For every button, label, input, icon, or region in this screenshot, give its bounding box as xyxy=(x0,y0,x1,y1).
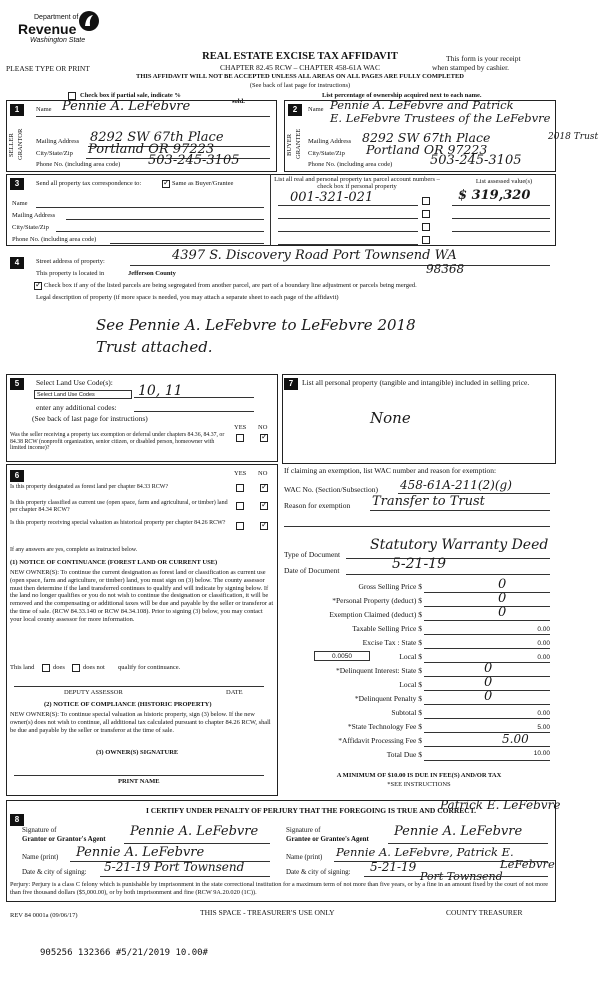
s6-q1-yes[interactable] xyxy=(236,484,244,492)
street-zip[interactable]: 98368 xyxy=(426,262,465,276)
tax-row-label: Local $ xyxy=(399,652,422,661)
s6-q2: Is this property classified as current use (open space, farm and agricultural, or timber) land per chapter 84.34 RCW? xyxy=(10,500,228,513)
s2-mailing[interactable]: 8292 SW 67th Place xyxy=(362,130,491,145)
parcel-pp-checkbox-2[interactable] xyxy=(422,210,430,218)
doc-date-line xyxy=(346,574,550,575)
s1-city-label: City/State/Zip xyxy=(36,150,73,157)
deputy-assessor: DEPUTY ASSESSOR xyxy=(64,689,123,696)
s6-q3-yes[interactable] xyxy=(236,522,244,530)
grantee-signature[interactable]: Pennie A. LeFebvre xyxy=(394,824,523,839)
notice2-title: (2) NOTICE OF COMPLIANCE (HISTORIC PROPERTY) xyxy=(44,701,212,708)
s6-q1: Is this property designated as forest land per chapter 84.33 RCW? xyxy=(10,484,169,490)
notice1-body: NEW OWNER(S): To continue the current designation as forest land or classification as current use (open space, farm and agriculture, or timber) land, you must sign on (3) below. The county assessor must then determine if the land transferred continues to qualify and will indicate by signing below. If the land no longer qualifies or you do not wish to continue the designation or classification, it will be removed and the compensating or additional taxes will be due and payable by the seller or transferor at the time of sale. (RCW 84.33.140 or RCW 84.34.108). Prior to signing (3) below, you may contact your local county assessor for more information. xyxy=(10,569,274,623)
tax-row-line xyxy=(424,704,550,705)
s3-name-label: Name xyxy=(12,200,28,207)
segregated-checkbox[interactable] xyxy=(34,282,42,290)
reason-line xyxy=(370,510,550,511)
deputy-line xyxy=(14,686,264,687)
grantor-signature[interactable]: Pennie A. LeFebvre xyxy=(130,824,259,839)
tax-row-value: 0.00 xyxy=(537,640,550,647)
s2-trust-note[interactable]: 2018 Trust xyxy=(548,132,599,142)
section-1-number: 1 xyxy=(10,104,24,116)
grantee-label: GRANTEE xyxy=(295,128,302,160)
county-treasurer: COUNTY TREASURER xyxy=(446,908,523,917)
reason-line-2 xyxy=(284,526,550,527)
s6-q2-no[interactable] xyxy=(260,502,268,510)
s5-no: NO xyxy=(258,424,268,431)
s2-name-label: Name xyxy=(308,106,324,113)
tax-row-value: 0.00 xyxy=(537,654,550,661)
s3-line xyxy=(110,243,264,244)
s2-name-line1[interactable]: Pennie A. LeFebvre and Patrick xyxy=(330,98,514,112)
doc-type-value[interactable]: Statutory Warranty Deed xyxy=(370,537,549,553)
grantee-name-line1[interactable]: Pennie A. LeFebvre, Patrick E. xyxy=(336,845,514,859)
land-use-select[interactable]: Select Land Use Codes xyxy=(34,390,132,399)
minimum-due: A MINIMUM OF $10.00 IS DUE IN FEE(S) AND/OR TAX xyxy=(336,772,502,779)
located-label: This property is located in xyxy=(36,270,105,277)
wac-label: WAC No. (Section/Subsection) xyxy=(284,485,378,494)
tax-row-value[interactable]: 0 xyxy=(484,661,493,676)
grantee-sig-line xyxy=(388,843,548,844)
tax-row-value: 10.00 xyxy=(533,750,550,757)
chapter: CHAPTER 82.45 RCW – CHAPTER 458-61A WAC xyxy=(220,63,380,72)
tax-row-line xyxy=(424,620,550,621)
s6-q3: Is this property receiving special valuation as historical property per chapter 84.26 RCW? xyxy=(10,520,226,526)
parcel-pp-checkbox-1[interactable] xyxy=(422,197,430,205)
tax-row-value[interactable]: 0 xyxy=(484,689,493,704)
tax-row-value[interactable]: 0 xyxy=(498,577,507,592)
land-use-label: Select Land Use Code(s): xyxy=(36,378,113,387)
assessed-value[interactable]: $ 319,320 xyxy=(458,188,531,203)
reason-label: Reason for exemption xyxy=(284,501,351,510)
tax-row-value: 0.00 xyxy=(537,710,550,717)
page-title: REAL ESTATE EXCISE TAX AFFIDAVIT xyxy=(202,51,398,62)
s3-send-label: Send all property tax correspondence to: xyxy=(36,180,142,187)
section-8-number: 8 xyxy=(10,814,24,826)
tax-row-value: 0.00 xyxy=(537,626,550,633)
grantee-signature-top[interactable]: Patrick E. LeFebvre xyxy=(440,798,561,812)
grantee-name-line2[interactable]: LeFebvre xyxy=(500,857,555,871)
personal-property-label: List all personal property (tangible and intangible) included in selling price. xyxy=(302,378,530,387)
tax-row-line xyxy=(424,718,550,719)
s3-phone-label: Phone No. (including area code) xyxy=(12,236,97,243)
warning: THIS AFFIDAVIT WILL NOT BE ACCEPTED UNLESS ALL AREAS ON ALL PAGES ARE FULLY COMPLETED xyxy=(136,73,464,80)
parcel-line xyxy=(278,218,418,219)
legal-line1[interactable]: See Pennie A. LeFebvre to LeFebvre 2018 xyxy=(96,316,416,334)
assessed-header: List assessed value(s) xyxy=(475,178,533,185)
s5-no-checkbox[interactable] xyxy=(260,434,268,442)
county: Jefferson County xyxy=(128,270,176,277)
does-not-label: does not xyxy=(83,664,105,671)
tax-row-label: *State Technology Fee $ xyxy=(347,722,422,731)
rev-number: REV 84 0001a (09/06/17) xyxy=(10,912,78,919)
notice2-body: NEW OWNER(S): To continue special valuation as historic property, sign (3) below. If the new owner(s) does not wish to continue, all additional tax calculated pursuant to chapter 84.26 RCW, shall be due and payable by the seller or transferor at the time of sale. xyxy=(10,711,271,734)
receipt-1: This form is your receipt xyxy=(446,54,521,63)
section-6-box xyxy=(6,464,278,796)
s3-line xyxy=(66,219,264,220)
grantee-city[interactable]: Port Townsend xyxy=(420,870,503,883)
grantee-date-line xyxy=(364,876,548,877)
section-6-number: 6 xyxy=(10,470,24,482)
additional-line xyxy=(134,411,254,412)
grantee-sig-label2: Grantee or Grantee's Agent xyxy=(286,835,369,843)
ownership-pct: List percentage of ownership acquired next to each name. xyxy=(322,92,482,99)
personal-property-value[interactable]: None xyxy=(370,409,411,427)
owner-signature: (3) OWNER(S) SIGNATURE xyxy=(96,749,179,756)
buyer-label: BUYER xyxy=(286,133,293,157)
exemption-label: If claiming an exemption, list WAC number and reason for exemption: xyxy=(284,466,497,475)
tax-row-label: Gross Selling Price $ xyxy=(358,582,422,591)
grantor-date[interactable]: 5-21-19 Port Townsend xyxy=(104,860,245,874)
deputy-date: DATE xyxy=(226,689,243,696)
s2-mailing-label: Mailing Address xyxy=(308,138,352,145)
grantor-sig-line xyxy=(124,843,270,844)
s2-city-label: City/State/Zip xyxy=(308,150,345,157)
revenue-logo-icon xyxy=(78,10,100,32)
grantee-sig-label1: Signature of xyxy=(286,826,321,834)
section-4-number: 4 xyxy=(10,257,24,269)
tax-row-value[interactable]: 0 xyxy=(484,675,493,690)
parcel-line xyxy=(278,205,418,206)
grantee-name-label: Name (print) xyxy=(286,853,323,861)
assessed-line xyxy=(452,231,550,232)
doc-type-label: Type of Document xyxy=(284,550,341,559)
legal-line2[interactable]: Trust attached. xyxy=(96,338,213,356)
parcel-pp-checkbox-3[interactable] xyxy=(422,223,430,231)
street-line xyxy=(130,265,550,266)
tax-row-label: Subtotal $ xyxy=(391,708,422,717)
tax-row-line xyxy=(424,592,550,593)
s3-line xyxy=(36,207,264,208)
s1-phone[interactable]: 503-245-3105 xyxy=(148,153,240,168)
print-name-line xyxy=(14,775,264,776)
assessed-line xyxy=(452,218,550,219)
s3-divider xyxy=(270,174,271,246)
land-use-value[interactable]: 10, 11 xyxy=(138,383,183,399)
seller-label: SELLER xyxy=(8,133,15,157)
section-3-number: 3 xyxy=(10,178,24,190)
dept-revenue: Revenue xyxy=(18,21,77,37)
tax-row-line xyxy=(424,648,550,649)
tax-row-line xyxy=(424,760,550,761)
s5-yes-checkbox[interactable] xyxy=(236,434,244,442)
s6-q3-no[interactable] xyxy=(260,522,268,530)
tax-row-value[interactable]: 5.00 xyxy=(502,732,529,746)
s1-name[interactable]: Pennie A. LeFebvre xyxy=(62,99,191,114)
section-7-box xyxy=(282,374,556,464)
assessed-line xyxy=(452,205,550,206)
tax-row-label: Local $ xyxy=(399,680,422,689)
see-back: (See back of last page for instructions) xyxy=(249,82,351,89)
s6-q2-yes[interactable] xyxy=(236,502,244,510)
doc-date-label: Date of Document xyxy=(284,566,340,575)
does-checkbox[interactable] xyxy=(42,664,50,672)
print-name: PRINT NAME xyxy=(118,778,160,785)
section-2-number: 2 xyxy=(288,104,302,116)
parcel-pp-checkbox-4[interactable] xyxy=(422,236,430,244)
dept-line1: Department of xyxy=(34,14,79,21)
certify: I CERTIFY UNDER PENALTY OF PERJURY THAT THE FOREGOING IS TRUE AND CORRECT. xyxy=(146,806,477,815)
notice1-title: (1) NOTICE OF CONTINUANCE (FOREST LAND OR CURRENT USE) xyxy=(10,559,218,566)
perjury: Perjury: Perjury is a class C felony which is punishable by imprisonment in the state correctional institution for a maximum term of not more than five years, or by a fine in an amount fixed by the court of not more than five thousand dollars ($5,000.00), or by both imprisonment and fine (RCW 9A.20.020 (1C)). xyxy=(10,881,549,896)
s1-mailing-label: Mailing Address xyxy=(36,138,80,145)
grantor-name[interactable]: Pennie A. LeFebvre xyxy=(76,845,205,860)
please-type: PLEASE TYPE OR PRINT xyxy=(6,64,90,73)
grantor-sig-label2: Grantor or Grantor's Agent xyxy=(22,835,106,843)
street-address[interactable]: 4397 S. Discovery Road Port Townsend WA xyxy=(172,248,457,263)
s1-mailing[interactable]: 8292 SW 67th Place xyxy=(90,130,224,145)
grantee-name-line xyxy=(334,861,548,862)
s1-name-label: Name xyxy=(36,106,52,113)
tax-row-label: Taxable Selling Price $ xyxy=(352,624,422,633)
grantor-label: GRANTOR xyxy=(17,128,24,160)
local-rate: 0.0050 xyxy=(314,651,370,661)
s1-city[interactable]: Portland OR 97223 xyxy=(88,142,215,157)
doc-date-value[interactable]: 5-21-19 xyxy=(392,556,446,572)
tax-row-label: *Affidavit Processing Fee $ xyxy=(338,736,422,745)
qualify-label: qualify for continuance. xyxy=(118,664,181,671)
same-as-buyer-checkbox[interactable] xyxy=(162,180,170,188)
tax-row-label: *Delinquent Interest: State $ xyxy=(335,666,422,675)
s6-yes: YES xyxy=(234,470,247,477)
tax-row-label: Excise Tax : State $ xyxy=(362,638,422,647)
section-7-number: 7 xyxy=(284,378,298,390)
wac-value[interactable]: 458-61A-211(2)(g) xyxy=(400,478,512,492)
receipt-2: when stamped by cashier. xyxy=(432,63,510,72)
tax-row-label: *Delinquent Penalty $ xyxy=(354,694,422,703)
s6-q1-no[interactable] xyxy=(260,484,268,492)
doc-type-line xyxy=(346,558,550,559)
s1-line xyxy=(36,116,270,117)
tax-row-value[interactable]: 0 xyxy=(498,591,507,606)
partial-sale-label: Check box if partial sale, indicate % xyxy=(80,92,181,99)
s3-line xyxy=(56,231,264,232)
s5-yes: YES xyxy=(234,424,247,431)
reason-value[interactable]: Transfer to Trust xyxy=(372,494,485,509)
parcel-line xyxy=(278,244,418,245)
dept-state: Washington State xyxy=(30,37,86,44)
tax-row-line xyxy=(424,606,550,607)
tax-row-value: 5.00 xyxy=(537,724,550,731)
s2-city[interactable]: Portland OR 97223 xyxy=(366,142,488,157)
grantor-date-line xyxy=(100,876,270,877)
treasurer-only: THIS SPACE - TREASURER'S USE ONLY xyxy=(200,908,335,917)
grantor-name-label: Name (print) xyxy=(22,853,59,861)
tax-row-line xyxy=(424,746,550,747)
tax-row-label: Total Due $ xyxy=(386,750,422,759)
same-as-buyer-label: Same as Buyer/Grantee xyxy=(172,180,234,187)
see-instructions: *SEE INSTRUCTIONS xyxy=(387,781,451,788)
exemption-question: Was the seller receiving a property tax exemption or deferral under chapters 84.36, 84.37, or 84.38 RCW (nonprofit organization, senior citizen, or disabled person, homeowner with limited income)? xyxy=(10,432,225,452)
additional-codes: enter any additional codes: xyxy=(36,403,117,412)
parcel-header: List all real and personal property tax parcel account numbers – check box if personal property xyxy=(274,176,440,191)
parcel-number[interactable]: 001-321-021 xyxy=(290,190,374,205)
revenue-logo xyxy=(16,8,106,48)
s6-if-yes: If any answers are yes, complete as instructed below. xyxy=(10,547,138,553)
does-not-checkbox[interactable] xyxy=(72,664,80,672)
grantor-sig-label1: Signature of xyxy=(22,826,57,834)
s1-phone-label: Phone No. (including area code) xyxy=(36,161,121,168)
s2-phone-label: Phone No. (including area code) xyxy=(308,161,393,168)
tax-row-line xyxy=(424,634,550,635)
section-5-number: 5 xyxy=(10,378,24,390)
partial-sale-sold: sold. xyxy=(232,98,245,105)
grantor-date-label: Date & city of signing: xyxy=(22,868,87,876)
grantee-date-label: Date & city of signing: xyxy=(286,868,351,876)
tax-row-label: *Personal Property (deduct) $ xyxy=(332,596,422,605)
legal-label: Legal description of property (if more space is needed, you may attach a separate sheet to each page of the affidavit) xyxy=(36,294,339,301)
s3-mailing-label: Mailing Address xyxy=(12,212,56,219)
s2-phone[interactable]: 503-245-3105 xyxy=(430,153,522,168)
this-land: This land xyxy=(10,664,35,671)
grantee-date[interactable]: 5-21-19 xyxy=(370,860,417,874)
tax-row-line xyxy=(424,732,550,733)
land-use-line xyxy=(134,397,254,398)
does-label: does xyxy=(53,664,65,671)
s3-city-label: City/State/Zip xyxy=(12,224,49,231)
s6-no: NO xyxy=(258,470,268,477)
tax-row-label: Exemption Claimed (deduct) $ xyxy=(329,610,422,619)
s2-name-line2[interactable]: E. LeFebvre Trustees of the LeFebvre xyxy=(330,111,551,125)
street-label: Street address of property: xyxy=(36,258,105,265)
parcel-line xyxy=(278,231,418,232)
segregated-label: Check box if any of the listed parcels are being segregated from another parcel, are part of a boundary line adjustment or parcels being merged. xyxy=(44,282,417,289)
s5-see-back: (See back of last page for instructions) xyxy=(32,414,148,423)
tax-table xyxy=(284,577,554,759)
tax-row-value[interactable]: 0 xyxy=(498,605,507,620)
receipt-stamp: 905256 132366 #5/21/2019 10.00# xyxy=(40,948,208,958)
